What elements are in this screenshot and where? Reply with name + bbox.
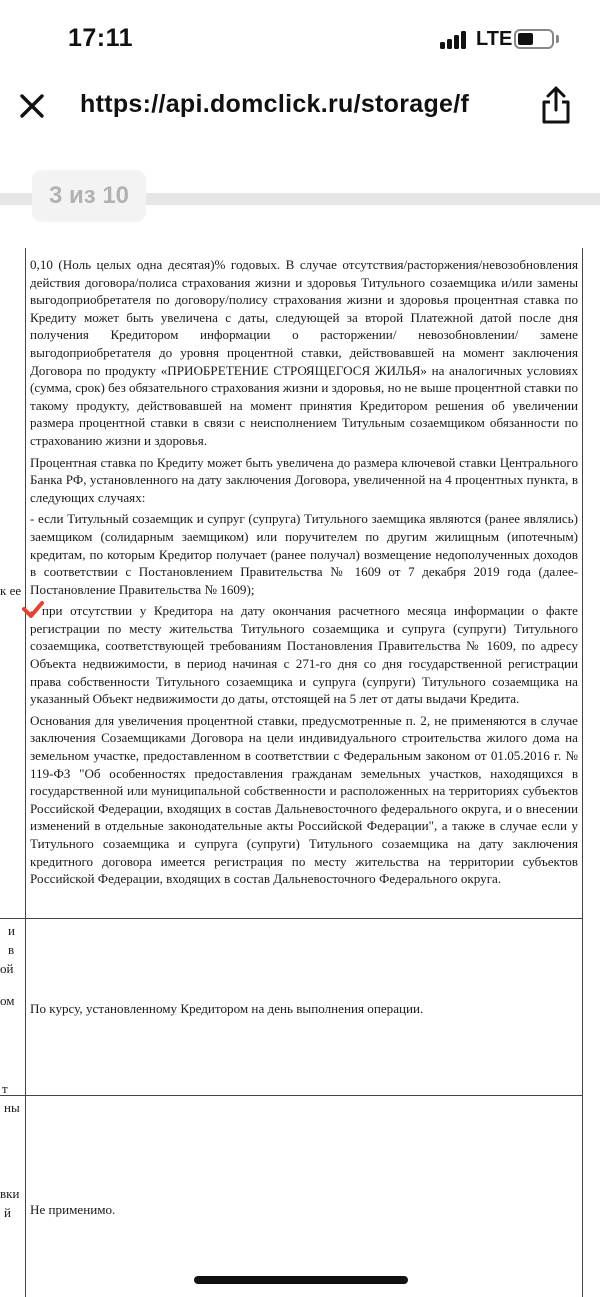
- status-bar: [0, 0, 600, 80]
- table-border: [25, 248, 26, 1297]
- paragraph: Основания для увеличения процентной ставки, предусмотренные п. 2, не применяются в случае заключения Созаемщиками Договора на цели индивидуального строительства жилого дома на земельном участке, предоставленном в соответствии с Федеральным законом от 01.05.2016 г. № 119-ФЗ "Об особенностях предоставления гражданам земельных участков, находящихся в государственной или муниципальной собственности и расположенных на территориях субъектов Российской Федерации, входящих в состав Дальневосточного федерального округа, и о внесении изменений в отдельные законодательные акты Российской Федерации", а также в случае если у Титульного созаемщика и супруга (супруги) Титульного созаемщика на дату заключения кредитного договора имеется регистрация по месту жительства на территории субъектов Российской Федерации, входящих в состав Дальневосточного Федерального округа.: [30, 712, 578, 887]
- left-column-fragment: ом: [0, 993, 15, 1008]
- left-column-fragment: т: [2, 1081, 8, 1096]
- close-icon: [16, 90, 48, 122]
- share-button[interactable]: [538, 84, 574, 126]
- paragraph: Процентная ставка по Кредиту может быть увеличена до размера ключевой ставки Центрального Банка РФ, установленного на дату заключения Договора, увеличенной на 4 процентных пункта, в следующих случаях:: [30, 454, 578, 505]
- table-border: [0, 1095, 583, 1096]
- left-column-fragment: и: [8, 923, 15, 938]
- home-indicator[interactable]: [194, 1276, 408, 1284]
- left-column-fragment: ны: [4, 1100, 20, 1115]
- close-button[interactable]: [16, 90, 48, 122]
- not-applicable-text: Не применимо.: [30, 1202, 116, 1217]
- address-bar: [0, 80, 600, 134]
- paragraph: - если Титульный созаемщик и супруг (супруга) Титульного заемщика являются (ранее являлись) заемщиком (солидарным заемщиком) или поручителем по другим жилищным (ипотечным) кредитам, по которым Кредитор получает (ранее получал) возмещение недополученных доходов в соответствии с Постановлением Правительства № 1609 от 7 декабря 2019 года (далее- Постановление Правительства № 1609);: [30, 511, 578, 597]
- interest-rate-terms: [30, 256, 578, 892]
- left-column-fragment: вки: [0, 1186, 20, 1201]
- checkmark-icon: [22, 600, 44, 620]
- paragraph: - при отсутствии у Кредитора на дату окончания расчетного месяца информации о факте регистрации по месту жительства Титульного созаемщика и супруга (супруги) Титульного созаемщика, соответствующей требованиям Постановления Правительства № 1609, по адресу Объекта недвижимости, в период начиная с 271-го дня со дня государственной регистрации права собственности Титульного созаемщика и супруга (супруги) Титульного созаемщика на указанный Объект недвижимости до даты, отстоящей на 5 лет от даты выдачи Кредита.: [30, 603, 578, 707]
- table-border: [0, 918, 583, 919]
- battery-icon: [514, 29, 554, 49]
- signal-strength-icon: [440, 29, 470, 49]
- network-type: LTE: [476, 28, 513, 50]
- table-border: [582, 248, 583, 1297]
- share-icon: [538, 84, 574, 126]
- left-column-fragment: в: [8, 942, 15, 957]
- document-page: [0, 248, 600, 1297]
- left-column-fragment: ой: [0, 961, 14, 976]
- url-text[interactable]: https://api.domclick.ru/storage/f: [80, 90, 470, 118]
- left-column-fragment: й: [4, 1205, 11, 1220]
- paragraph: 0,10 (Ноль целых одна десятая)% годовых. В случае отсутствия/расторжения/невозобновления действия договора/полиса страхования жизни и здоровья Титульного созаемщика и/или замены выгодоприобретателя по договору/полису страхования жизни и здоровья процентная ставка по Кредиту может быть увеличена с даты, следующей за второй Платежной датой после дня получения Кредитором информации о расторжении/ невозобновлении/ замене выгодоприобретателя до уровня процентной ставки, действовавшей на момент заключения Договора по продукту «ПРИОБРЕТЕНИЕ СТРОЯЩЕГОСЯ ЖИЛЬЯ» на аналогичных условиях (сумма, срок) без обязательного страхования жизни и здоровья, но не выше процентной ставки по такому продукту, действовавшей на момент принятия Кредитором решения об увеличении размера процентной ставки в связи с неисполнением Титульным созаемщиком обязанности по страхованию жизни и здоровья.: [30, 257, 578, 448]
- page-indicator: 3 из 10: [32, 170, 146, 222]
- status-time: 17:11: [68, 24, 134, 52]
- battery-tip: [556, 35, 559, 43]
- exchange-rate-terms: По курсу, установленному Кредитором на день выполнения операции.: [30, 1001, 424, 1016]
- left-column-fragment: к ее: [0, 583, 22, 598]
